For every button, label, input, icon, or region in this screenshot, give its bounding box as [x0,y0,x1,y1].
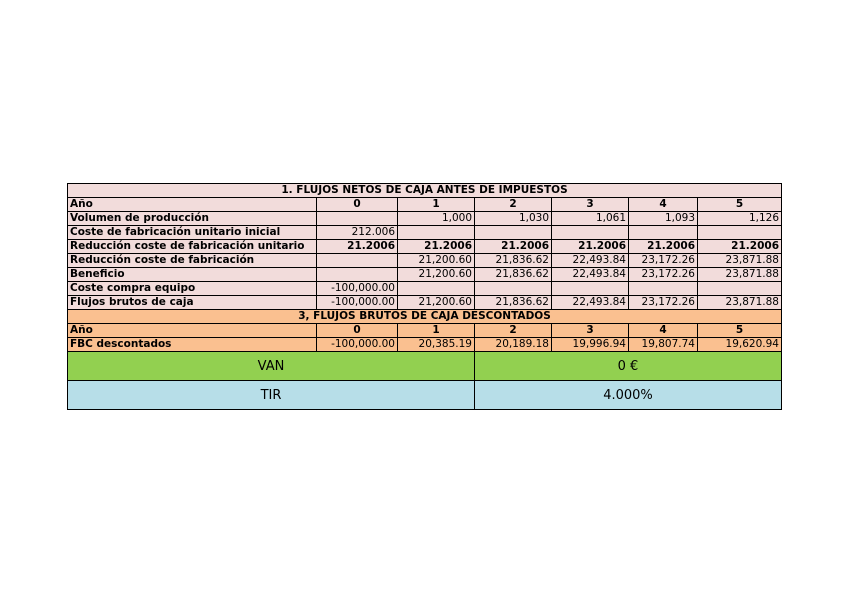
table-cell: 19,807.74 [629,338,698,352]
table-cell: 21,836.62 [475,296,552,310]
table-cell: -100,000.00 [317,282,398,296]
table-cell [629,226,698,240]
row-label: Beneficio [68,268,317,282]
van-label: VAN [68,352,475,381]
table-cell: -100,000.00 [317,296,398,310]
table-cell: 19,996.94 [552,338,629,352]
table-cell: 21,836.62 [475,268,552,282]
table-cell: 21.2006 [475,240,552,254]
table-cell: 21.2006 [552,240,629,254]
table-cell [698,282,782,296]
table-cell: 21,200.60 [398,296,475,310]
table-cell: 23,172.26 [629,254,698,268]
year-header: 5 [698,198,782,212]
section3-title-row [68,310,782,324]
row-label: Coste compra equipo [68,282,317,296]
year-header: 4 [629,198,698,212]
table-cell [317,268,398,282]
table-cell: 1,061 [552,212,629,226]
table-cell: 22,493.84 [552,254,629,268]
table-row [68,338,782,352]
row-label: Coste de fabricación unitario inicial [68,226,317,240]
table-cell: 1,093 [629,212,698,226]
row-label: FBC descontados [68,338,317,352]
table-cell: 21.2006 [317,240,398,254]
table-cell: 212.006 [317,226,398,240]
section3-header-row [68,324,782,338]
year-header: 2 [475,198,552,212]
section3-title: 3, FLUJOS BRUTOS DE CAJA DESCONTADOS [68,310,782,324]
table-cell [698,226,782,240]
row-label: Reducción coste de fabricación unitario [68,240,317,254]
year-header: 1 [398,198,475,212]
table-row [68,226,782,240]
table-cell: 20,189.18 [475,338,552,352]
table-cell: 21.2006 [698,240,782,254]
year-header: 3 [552,324,629,338]
table-cell: 22,493.84 [552,268,629,282]
table-cell: 22,493.84 [552,296,629,310]
table-cell: 23,172.26 [629,268,698,282]
table-cell [629,282,698,296]
section1-header-row [68,198,782,212]
table-cell: 21.2006 [398,240,475,254]
table-cell: 19,620.94 [698,338,782,352]
tir-value: 4.000% [475,381,782,410]
table-cell [475,282,552,296]
row-label: Flujos brutos de caja [68,296,317,310]
van-row [68,352,782,381]
table-cell: 21,200.60 [398,254,475,268]
tir-label: TIR [68,381,475,410]
row-label: Año [68,324,317,338]
year-header: 3 [552,198,629,212]
table-cell [398,282,475,296]
spreadsheet-table [67,183,782,410]
year-header: 5 [698,324,782,338]
table-cell: 21,200.60 [398,268,475,282]
section1-title: 1. FLUJOS NETOS DE CAJA ANTES DE IMPUESTOS [68,184,782,198]
table-cell: 23,871.88 [698,296,782,310]
table-cell: -100,000.00 [317,338,398,352]
table-cell [317,212,398,226]
year-header: 4 [629,324,698,338]
table-cell: 1,030 [475,212,552,226]
table-cell [552,282,629,296]
table-cell [398,226,475,240]
table-cell: 21,836.62 [475,254,552,268]
year-header: 0 [317,324,398,338]
table-cell: 23,871.88 [698,268,782,282]
table-row [68,282,782,296]
table-cell: 23,172.26 [629,296,698,310]
table-cell: 21.2006 [629,240,698,254]
year-header: 0 [317,198,398,212]
tir-row [68,381,782,410]
table-cell [475,226,552,240]
table-cell [552,226,629,240]
table-row [68,296,782,310]
table-row [68,212,782,226]
table-cell: 20,385.19 [398,338,475,352]
year-header: 1 [398,324,475,338]
section1-title-row [68,184,782,198]
van-value: 0 € [475,352,782,381]
table-row [68,254,782,268]
row-label: Volumen de producción [68,212,317,226]
year-header: 2 [475,324,552,338]
table-row [68,240,782,254]
table-cell: 23,871.88 [698,254,782,268]
row-label: Reducción coste de fabricación [68,254,317,268]
table-cell: 1,000 [398,212,475,226]
table-cell: 1,126 [698,212,782,226]
row-label: Año [68,198,317,212]
table-row [68,268,782,282]
table-cell [317,254,398,268]
